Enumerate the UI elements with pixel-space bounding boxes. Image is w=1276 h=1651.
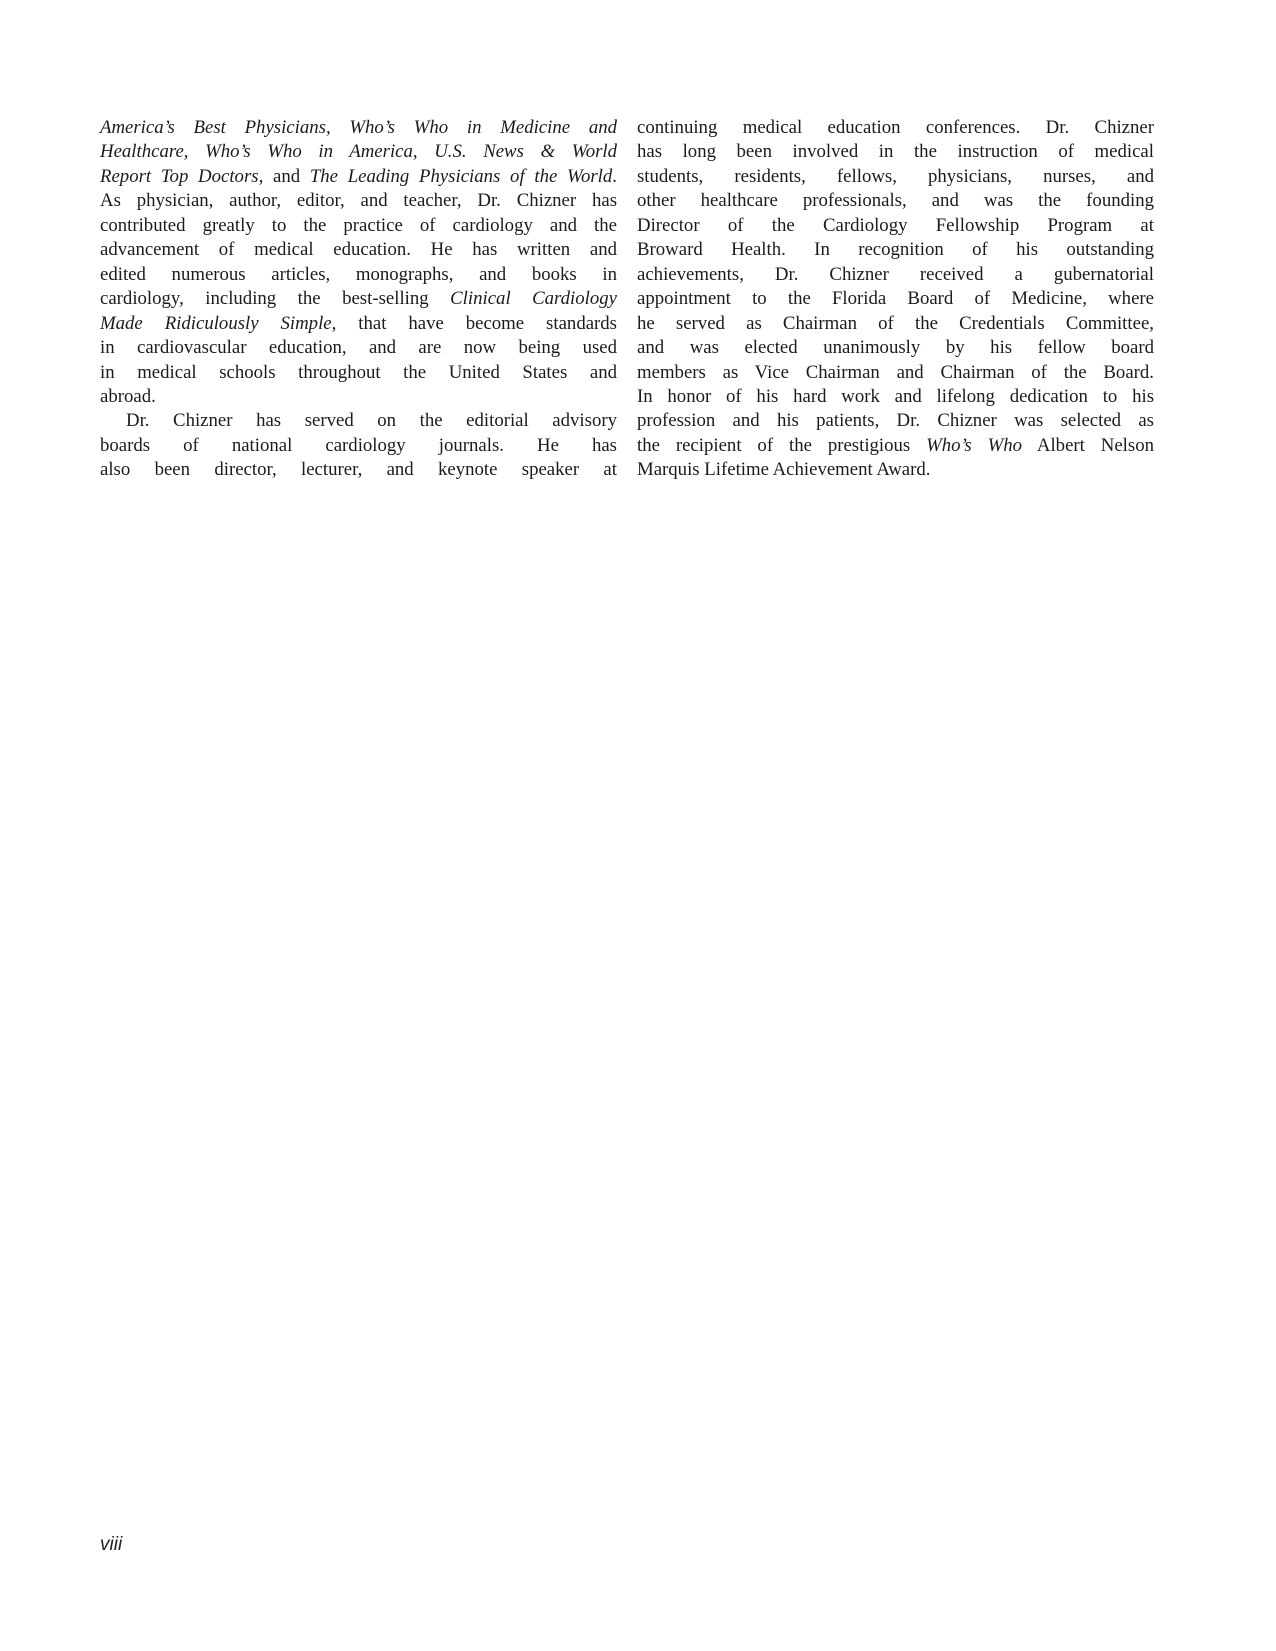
text-segment: the recipient of the prestigious (637, 434, 927, 456)
italic-text-segment: Report Top Doctors, (100, 165, 264, 187)
text-line (100, 116, 617, 140)
text-segment: students, residents, fellows, physicians, nurses, and (637, 165, 1154, 187)
text-segment: As physician, author, editor, and teacher, Dr. Chizner has (100, 190, 617, 212)
italic-text-segment: Made Ridiculously Simple, (100, 312, 337, 334)
italic-text-segment: America’s Best Physicians, Who’s Who in Medicine and (100, 117, 617, 138)
text-line (637, 409, 1154, 433)
italic-text-segment: Who’s Who (926, 434, 1023, 456)
text-line (100, 361, 617, 385)
text-segment: Albert Nelson (1022, 434, 1154, 456)
text-line (100, 263, 617, 287)
text-line (637, 312, 1154, 336)
text-line (637, 238, 1154, 262)
text-line (637, 140, 1154, 164)
text-line (637, 458, 1154, 482)
text-line (100, 312, 617, 336)
text-line (100, 287, 617, 311)
text-line (100, 214, 617, 238)
text-segment: has long been involved in the instruction of medical (637, 141, 1154, 163)
text-line (100, 189, 617, 213)
text-segment: in cardiovascular education, and are now being used (100, 337, 617, 359)
text-line (100, 165, 617, 189)
text-segment: other healthcare professionals, and was the founding (637, 190, 1154, 212)
text-line (637, 385, 1154, 409)
text-line (637, 263, 1154, 287)
text-line (100, 336, 617, 360)
text-segment: in medical schools throughout the United States and (100, 361, 617, 383)
text-line (637, 214, 1154, 238)
text-line (100, 238, 617, 262)
text-line (100, 140, 617, 164)
text-segment: also been director, lecturer, and keynote speaker at (100, 459, 617, 481)
text-segment: . (612, 165, 617, 187)
text-line (637, 287, 1154, 311)
text-segment: Dr. Chizner has served on the editorial advisory (126, 410, 617, 432)
text-line (100, 434, 617, 458)
text-segment: cardiology, including the best-selling (100, 288, 451, 310)
text-segment: and was elected unanimously by his fellow board (637, 337, 1154, 359)
text-segment: contributed greatly to the practice of cardiology and the (100, 214, 617, 236)
italic-text-segment: Clinical Cardiology (450, 288, 617, 310)
text-line (637, 116, 1154, 140)
text-segment: boards of national cardiology journals. He has (100, 434, 617, 456)
italic-text-segment: The Leading Physicians of the World (309, 165, 613, 187)
text-line (637, 434, 1154, 458)
page-number: viii (100, 1534, 123, 1555)
text-segment: members as Vice Chairman and Chairman of the Board. (637, 361, 1154, 383)
text-segment: continuing medical education conferences. Dr. Chizner (637, 117, 1154, 138)
text-column-left (100, 116, 617, 483)
text-segment: In honor of his hard work and lifelong dedication to his (637, 385, 1154, 407)
text-segment: edited numerous articles, monographs, and books in (100, 263, 617, 285)
italic-text-segment: Healthcare, Who’s Who in America, U.S. News & World (100, 141, 617, 163)
text-segment: achievements, Dr. Chizner received a gubernatorial (637, 263, 1154, 285)
text-segment: he served as Chairman of the Credentials Committee, (637, 312, 1154, 334)
text-line (637, 165, 1154, 189)
text-segment: abroad. (100, 385, 156, 407)
text-segment: advancement of medical education. He has written and (100, 239, 617, 261)
text-line (637, 361, 1154, 385)
text-line (100, 409, 617, 433)
text-segment: Marquis Lifetime Achievement Award. (637, 459, 931, 481)
text-line (637, 189, 1154, 213)
text-column-right (637, 116, 1154, 483)
text-segment: Broward Health. In recognition of his outstanding (637, 239, 1154, 261)
text-segment: appointment to the Florida Board of Medicine, where (637, 288, 1154, 310)
text-segment: profession and his patients, Dr. Chizner was selected as (637, 410, 1154, 432)
text-segment: Director of the Cardiology Fellowship Program at (637, 214, 1154, 236)
text-segment: that have become standards (336, 312, 617, 334)
text-segment: and (263, 165, 310, 187)
text-line (100, 385, 617, 409)
text-line (637, 336, 1154, 360)
text-line (100, 458, 617, 482)
